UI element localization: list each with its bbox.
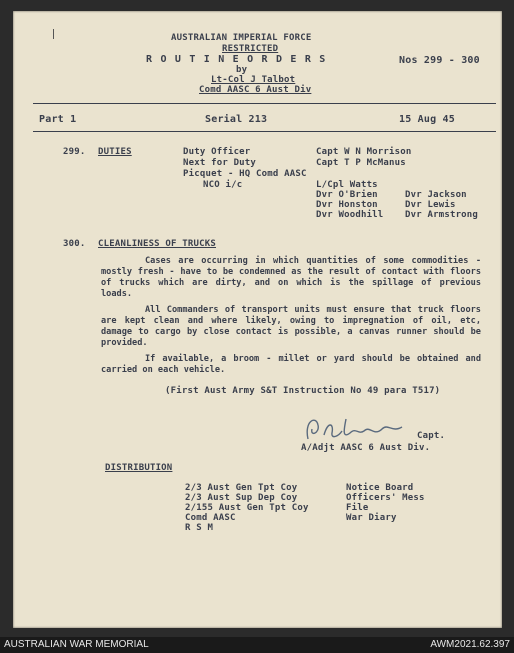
archive-name: AUSTRALIAN WAR MEMORIAL — [4, 639, 149, 650]
duty-name: Capt W N Morrison — [316, 147, 412, 157]
duty-role: NCO i/c — [203, 180, 243, 190]
distribution-heading: DISTRIBUTION — [105, 463, 173, 473]
duty-role: Next for Duty — [183, 158, 257, 168]
duty-role: Picquet - HQ Comd AASC — [183, 169, 307, 179]
date-label: 15 Aug 45 — [399, 114, 455, 125]
force-heading: AUSTRALIAN IMPERIAL FORCE — [171, 33, 312, 43]
by-label: by — [236, 65, 248, 75]
top-rule — [33, 103, 496, 104]
paragraph: Cases are occurring in which quantities of some commodities - mostly fresh - have to be condemned as the result of contact with floors of trucks which are dirty, and on which is the spillage of previous loads. — [101, 256, 481, 299]
distribution-item: 2/3 Aust Sup Dep Coy — [185, 493, 298, 503]
part-label: Part 1 — [39, 114, 77, 125]
item-300-number: 300. — [63, 239, 86, 249]
driver-name: Dvr O'Brien — [316, 190, 378, 200]
driver-name: Dvr Armstrong — [405, 210, 479, 220]
document-page — [13, 11, 502, 628]
driver-name: Dvr Woodhill — [316, 210, 384, 220]
signature-appointment: A/Adjt AASC 6 Aust Div. — [301, 443, 431, 453]
pencil-mark — [53, 29, 54, 39]
distribution-item: 2/3 Aust Gen Tpt Coy — [185, 483, 298, 493]
reference-note: (First Aust Army S&T Instruction No 49 para T517) — [165, 386, 441, 396]
duty-role: Duty Officer — [183, 147, 251, 157]
serial-label: Serial 213 — [205, 114, 268, 125]
paragraph: If available, a broom - millet or yard should be obtained and carried on each vehicle. — [101, 354, 481, 375]
archive-footer — [0, 637, 514, 653]
distribution-item: Comd AASC — [185, 513, 236, 523]
classification: RESTRICTED — [222, 44, 279, 54]
second-rule — [33, 131, 496, 132]
driver-name: Dvr Lewis — [405, 200, 456, 210]
paragraph: All Commanders of transport units must ensure that truck floors are kept clean and where likely, owing to impregnation of oil, etc, damage to cargo by close contact is possible, a canvas runner should be provided. — [101, 305, 481, 348]
officer-name: Lt-Col J Talbot — [211, 75, 296, 85]
distribution-item: R S M — [185, 523, 214, 533]
item-299-heading: DUTIES — [98, 147, 132, 157]
driver-name: Dvr Jackson — [405, 190, 467, 200]
duty-name: L/Cpl Watts — [316, 180, 378, 190]
distribution-item: Notice Board — [346, 483, 414, 493]
distribution-item: 2/155 Aust Gen Tpt Coy — [185, 503, 309, 513]
distribution-item: War Diary — [346, 513, 397, 523]
item-300-heading: CLEANLINESS OF TRUCKS — [98, 239, 216, 249]
item-299-number: 299. — [63, 147, 86, 157]
driver-name: Dvr Honston — [316, 200, 378, 210]
signature-rank: Capt. — [417, 431, 446, 441]
command-line: Comd AASC 6 Aust Div — [199, 85, 312, 95]
distribution-item: File — [346, 503, 369, 513]
duty-name: Capt T P McManus — [316, 158, 406, 168]
document-title: R O U T I N E O R D E R S — [146, 54, 327, 65]
order-numbers: Nos 299 - 300 — [399, 55, 480, 66]
distribution-item: Officers' Mess — [346, 493, 425, 503]
archive-id: AWM2021.62.397 — [430, 639, 510, 650]
